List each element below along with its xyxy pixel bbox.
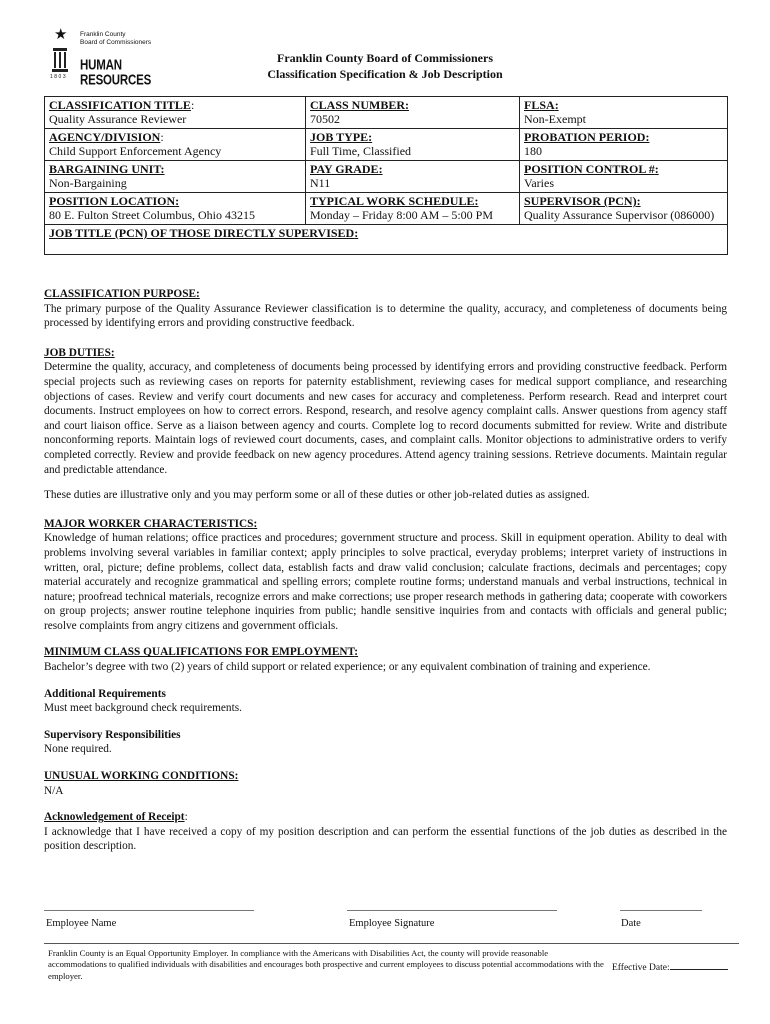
bargaining-unit-label: BARGAINING UNIT [49, 162, 161, 176]
classification-title-label: CLASSIFICATION TITLE [49, 98, 191, 112]
section-text: Bachelor’s degree with two (2) years of child support or related experience; or any equivalent combination of training and experience. [44, 661, 651, 674]
pay-grade-cell: PAY GRADE: N11 [306, 161, 520, 193]
employee-signature-line[interactable] [347, 910, 557, 911]
section-title: MAJOR WORKER CHARACTERISTICS [44, 517, 254, 530]
supervisor-cell: SUPERVISOR (PCN): Quality Assurance Supervisor (086000) [520, 193, 728, 225]
probation-period-value: 180 [524, 144, 542, 158]
supervisor-value: Quality Assurance Supervisor (086000) [524, 208, 715, 222]
flsa-cell: FLSA: Non-Exempt [520, 97, 728, 129]
position-location-label: POSITION LOCATION [49, 194, 176, 208]
info-row [45, 161, 728, 193]
section-minimum-qualifications: MINIMUM CLASS QUALIFICATIONS FOR EMPLOYMENT: Bachelor’s degree with two (2) years of child support or related experience; or any equivalent combination of training and experience. [44, 645, 727, 674]
info-row [45, 97, 728, 129]
date-line[interactable] [620, 910, 702, 911]
work-schedule-value: Monday – Friday 8:00 AM – 5:00 PM [310, 208, 494, 222]
probation-period-cell: PROBATION PERIOD: 180 [520, 129, 728, 161]
info-row [45, 193, 728, 225]
employee-name-label: Employee Name [46, 918, 117, 929]
classification-title-value: Quality Assurance Reviewer [49, 112, 187, 126]
bargaining-unit-cell: BARGAINING UNIT: Non-Bargaining [45, 161, 306, 193]
section-job-duties: JOB DUTIES: Determine the quality, accuracy, and completeness of documents being processed by identifying errors and providing constructive feedback. Perform special projects such as reviewing cases on reports for paternity establishment, reviewing cases for medical support compliance, and researching objections of cases. Review and verify court documents and new cases for accuracy and completeness. Perform research. Read and interpret court documents. Instruct employees on how to correct errors. Respond, research, and resolve agency complaint calls. Answer questions from agency staff and court liaison office. Serve as a liaison between agency and courts. Complete log to record documents submitted for review. Write and distribute nonconforming reports. Maintain logs of reviewed court documents, cases, and complaint calls. Monitor objections to administrative orders to verify completed correctly. Review and provide feedback on new agency procedures. Attend agency training sessions. Retrieve documents. Maintain regular and predictable attendance. These duties are illustrative only and you may perform some or all of these duties or other job-related duties as assigned. [44, 346, 727, 502]
employee-name-line[interactable] [44, 910, 254, 911]
effective-date-field[interactable] [670, 960, 728, 970]
position-control-value: Varies [524, 176, 554, 190]
section-text: Determine the quality, accuracy, and completeness of documents being processed by identifying errors and providing constructive feedback. Perform special projects such as reviewing cases on reports for paternity establishment, reviewing cases for medical support compliance, and researching objections of cases. Review and verify court documents and new cases for accuracy and completeness. Perform research. Read and interpret court documents. Instruct employees on how to correct errors. Respond, research, and resolve agency complaint calls. Answer questions from agency staff and court liaison office. Serve as a liaison between agency and courts. Complete log to record documents submitted for review. Write and distribute nonconforming reports. Maintain logs of reviewed court documents, cases, and complaint calls. Monitor objections to administrative orders to verify completed correctly. Review and provide feedback on new agency procedures. Attend agency training sessions. Retrieve documents. Maintain regular and predictable attendance. [44, 361, 727, 476]
section-major-worker-characteristics: MAJOR WORKER CHARACTERISTICS: Knowledge of human relations; office practices and procedures; government structure and process. Skill in equipment operation. Ability to deal with problems involving several variables in familiar context; apply principles to solve practical, everyday problems; interpret variety of instructions in written, oral, picture; define problems, collect data, establish facts and draw valid conclusion; calculate fractions, decimals and percentages; copy material accurately and recognize grammatical and spelling errors; complete routine forms; understand manuals and verbal instructions, technical in nature; proofread technical materials, recognize errors and make corrections; use proper research methods in gathering data; cooperate with coworkers on group projects; answer routine telephone inquiries from public; handle sensitive inquiries from and contacts with officials and general public; resolve complaints from angry citizens and government officials. [44, 517, 727, 632]
job-description-body [44, 287, 727, 854]
logo-year: 1803 [50, 74, 68, 80]
logo-org-name: Franklin County Board of Commissioners [80, 31, 152, 46]
section-acknowledgement: Acknowledgement of Receipt: I acknowledge that I have received a copy of my position description and can perform the essential functions of the job duties as described in the position description. [44, 811, 727, 853]
duties-note: These duties are illustrative only and you may perform some or all of these duties or other job-related duties as assigned. [44, 489, 590, 502]
probation-period-label: PROBATION PERIOD [524, 130, 646, 144]
directly-supervised-cell: JOB TITLE (PCN) OF THOSE DIRECTLY SUPERVISED: [45, 225, 728, 255]
pay-grade-value: N11 [310, 176, 331, 190]
classification-info-table [44, 96, 728, 255]
section-text: N/A [44, 784, 64, 797]
flsa-label: FLSA [524, 98, 555, 112]
agency-division-label: AGENCY/DIVISION [49, 130, 161, 144]
classification-title-cell: CLASSIFICATION TITLE: Quality Assurance Reviewer [45, 97, 306, 129]
section-text: I acknowledge that I have received a copy of my position description and can perform the essential functions of the job duties as described in the position description. [44, 825, 727, 853]
header-doc-title: Classification Specification & Job Description [267, 67, 503, 81]
job-type-cell: JOB TYPE: Full Time, Classified [306, 129, 520, 161]
work-schedule-label: TYPICAL WORK SCHEDULE [310, 194, 475, 208]
section-additional-requirements [44, 687, 727, 716]
star-icon: ★ [54, 27, 68, 43]
section-unusual-working-conditions: UNUSUAL WORKING CONDITIONS: N/A [44, 769, 727, 798]
section-text: None required. [44, 743, 112, 756]
bargaining-unit-value: Non-Bargaining [49, 176, 127, 190]
agency-division-value: Child Support Enforcement Agency [49, 144, 222, 158]
section-title: MINIMUM CLASS QUALIFICATIONS FOR EMPLOYMENT [44, 646, 355, 659]
agency-division-cell: AGENCY/DIVISION: Child Support Enforcement Agency [45, 129, 306, 161]
footer [44, 943, 739, 981]
section-title: UNUSUAL WORKING CONDITIONS [44, 770, 235, 783]
pay-grade-label: PAY GRADE [310, 162, 379, 176]
position-control-label: POSITION CONTROL # [524, 162, 655, 176]
section-text: The primary purpose of the Quality Assurance Reviewer classification is to determine the quality, accuracy, and completeness of documents being processed by identifying errors and providing constructive feedback. [44, 302, 727, 330]
flsa-value: Non-Exempt [524, 112, 586, 126]
section-title: JOB DUTIES [44, 346, 111, 359]
position-location-cell: POSITION LOCATION: 80 E. Fulton Street Columbus, Ohio 43215 [45, 193, 306, 225]
position-control-cell: POSITION CONTROL #: Varies [520, 161, 728, 193]
section-title: Supervisory Responsibilities [44, 728, 181, 741]
effective-date-label: Effective Date: [612, 963, 670, 973]
section-supervisory-responsibilities [44, 728, 727, 757]
section-text: Must meet background check requirements. [44, 702, 242, 715]
section-title: Additional Requirements [44, 687, 166, 700]
info-row [45, 225, 728, 255]
section-classification-purpose: CLASSIFICATION PURPOSE: The primary purpose of the Quality Assurance Reviewer classification is to determine the quality, accuracy, and completeness of documents being processed by identifying errors and providing constructive feedback. [44, 288, 727, 330]
position-location-value: 80 E. Fulton Street Columbus, Ohio 43215 [49, 208, 256, 222]
supervisor-label: SUPERVISOR (PCN) [524, 194, 637, 208]
effective-date [612, 960, 728, 973]
eeo-statement: Franklin County is an Equal Opportunity Employer. In compliance with the Americans with Disabilities Act, the county will provide reasonable accommodations to qualified individuals with disabilities and encourages both prospective and current employees to discuss potential accommodations with the employer. [48, 948, 604, 981]
document-header [0, 50, 770, 82]
work-schedule-cell: TYPICAL WORK SCHEDULE: Monday – Friday 8:00 AM – 5:00 PM [306, 193, 520, 225]
class-number-value: 70502 [310, 112, 340, 126]
section-title: Acknowledgement of Receipt [44, 811, 185, 824]
class-number-label: CLASS NUMBER [310, 98, 406, 112]
employee-signature-label: Employee Signature [349, 918, 435, 929]
class-number-cell: CLASS NUMBER: 70502 [306, 97, 520, 129]
directly-supervised-label: JOB TITLE (PCN) OF THOSE DIRECTLY SUPERVISED [49, 226, 355, 240]
job-type-value: Full Time, Classified [310, 144, 412, 158]
header-org: Franklin County Board of Commissioners [276, 51, 494, 65]
logo-department: HUMAN RESOURCES [80, 58, 152, 88]
info-row [45, 129, 728, 161]
section-text: Knowledge of human relations; office practices and procedures; government structure and process. Skill in equipment operation. Ability to deal with problems involving several variables in familiar context; apply principles to solve practical, everyday problems; interpret variety of instructions in written, oral, picture; define problems, collect data, establish facts and draw valid conclusion; calculate fractions, decimals and percentages; copy material accurately and recognize grammatical and spelling errors; complete routine forms; understand manuals and verbal instructions, technical in nature; proofread technical materials, recognize errors and make corrections; use proper research methods in gathering data; cooperate with coworkers on group projects; answer routine telephone inquiries from public; handle sensitive inquiries from and contacts with officials and general public; resolve complaints from angry citizens and government officials. [44, 532, 727, 632]
section-title: CLASSIFICATION PURPOSE [44, 288, 197, 300]
date-label: Date [621, 918, 641, 929]
job-type-label: JOB TYPE [310, 130, 369, 144]
